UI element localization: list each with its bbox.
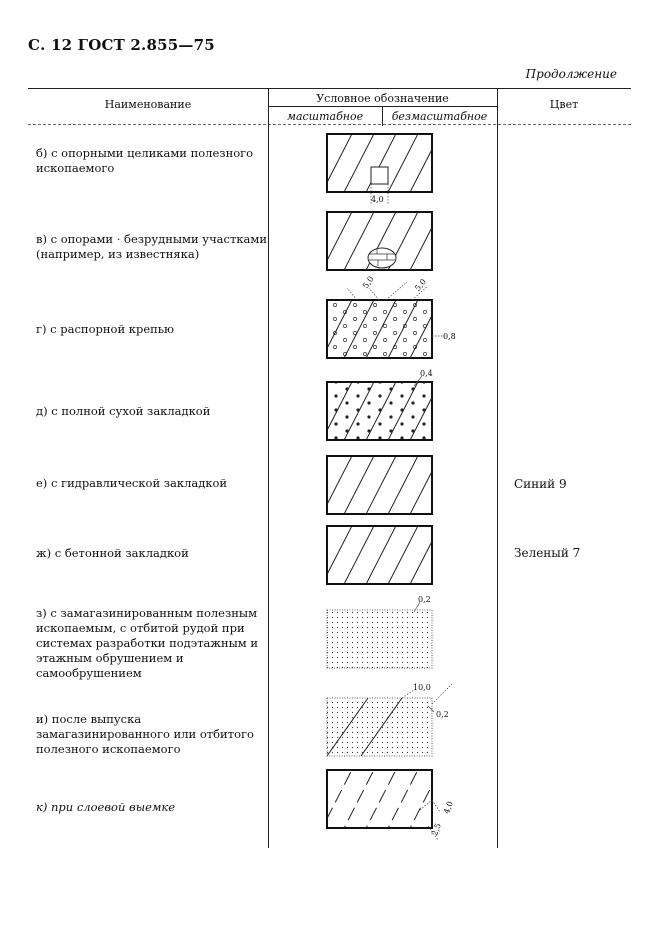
symbol-k-frame (327, 770, 432, 828)
dim-g-0-8: 0,8 (443, 332, 456, 341)
symbol-b-pillar (371, 167, 388, 184)
symbol-i-fill (327, 698, 432, 756)
page-header: С. 12 ГОСТ 2.855—75 (28, 36, 215, 54)
header-name: Наименование (104, 98, 192, 111)
row-name-g: г) с распорной крепью (36, 322, 175, 336)
row-name-e: е) с гидравлической закладкой (36, 476, 228, 490)
header-scale: масштабное (286, 110, 364, 123)
header-symbol: Условное обозначение (316, 92, 449, 105)
symbol-zh-frame (327, 526, 432, 584)
row-name-b: б) с опорными целиками полезного ископаемого (36, 146, 254, 175)
row-name-zh: ж) с бетонной закладкой (36, 546, 189, 560)
symbol-z-fill (327, 610, 432, 668)
row-color-zh: Зеленый 7 (514, 546, 581, 560)
dim-d-0-4: 0,4 (420, 369, 433, 378)
symbol-b-hatch (317, 124, 467, 202)
symbol-k-hatch (317, 760, 467, 838)
dim-g-5-0-a: 5,0 (361, 274, 376, 291)
row-name-i: и) после выпуска замагазинированного или отбитого полезного ископаемого (36, 712, 254, 756)
symbol-v-hatch (317, 202, 467, 280)
dim-b-4-0: 4,0 (371, 195, 384, 204)
header-color: Цвет (549, 98, 579, 111)
symbol-e-frame (327, 456, 432, 514)
dim-g-5-0-b: 5,0 (413, 277, 429, 293)
dim-i-0-2: 0,2 (436, 710, 449, 719)
row-name-v: в) с опорами · безрудными участками (например, из известняка) (36, 232, 267, 261)
row-color-e: Синий 9 (514, 477, 567, 491)
row-name-d: д) с полной сухой закладкой (36, 404, 211, 418)
dim-k-4-0: 4,0 (442, 800, 455, 816)
continuation-label: Продолжение (525, 67, 617, 81)
dim-z-0-2: 0,2 (418, 595, 431, 604)
symbol-zh-hatch (317, 516, 467, 594)
row-name-z: з) с замагазинированным полезным ископаемым, с отбитой рудой при системах разработки подэтажным и этажным обрушением и самообрушением (36, 606, 259, 680)
dim-k-2-5: 2,5 (430, 822, 443, 838)
symbol-e-hatch (317, 446, 467, 524)
row-name-k: к) при слоевой выемке (36, 800, 176, 814)
header-nonscale: безмасштабное (391, 110, 488, 123)
dim-i-10-0: 10,0 (413, 683, 431, 692)
symbol-v-support (368, 248, 396, 268)
